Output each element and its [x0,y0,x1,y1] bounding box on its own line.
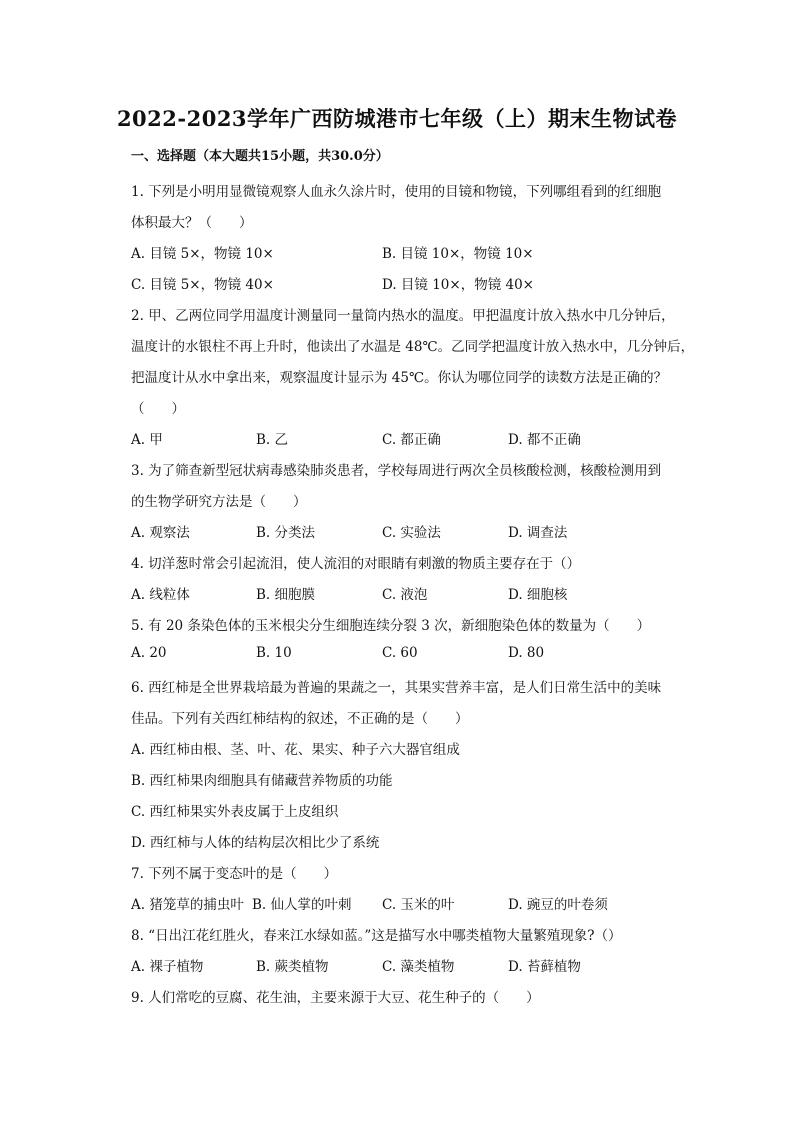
question-2-option-b: B. 乙 [256,432,289,448]
question-8-option-d: D. 苔藓植物 [508,959,581,975]
question-2-line-2: 温度计的水银柱不再上升时，他读出了水温是 48℃。乙同学把温度计放入热水中，几分钟后， [131,339,695,355]
question-5-option-d: D. 80 [508,645,545,661]
question-2-line-3: 把温度计从水中拿出来，观察温度计显示为 45℃。你认为哪位同学的读数方法是正确的？ [131,370,668,386]
question-3-option-d: D. 调查法 [508,525,568,541]
question-6-line-1: 6. 西红柿是全世界栽培最为普遍的果蔬之一，其果实营养丰富，是人们日常生活中的美味 [131,680,662,696]
question-8-option-b: B. 蕨类植物 [256,959,329,975]
page-title: 2022-2023学年广西防城港市七年级（上）期末生物试卷 [116,106,678,131]
question-1-line-2: 体积最大？（ ） [131,215,253,231]
question-4-line-1: 4. 切洋葱时常会引起流泪，使人流泪的对眼睛有刺激的物质主要存在于（） [131,556,581,572]
question-2-option-c: C. 都正确 [382,432,441,448]
question-6-option-c: C. 西红柿果实外表皮属于上皮组织 [131,804,339,820]
question-1-option-c: C. 目镜 5×，物镜 40× [131,277,274,293]
question-7-option-c: C. 玉米的叶 [382,897,455,913]
question-3-option-c: C. 实验法 [382,525,441,541]
question-7-option-a: A. 猪笼草的捕虫叶 [131,897,244,913]
question-4-option-b: B. 细胞膜 [256,587,316,603]
question-3-option-a: A. 观察法 [131,525,190,541]
question-5-option-b: B. 10 [256,645,292,661]
question-7-option-b: B. 仙人掌的叶刺 [252,897,352,913]
question-2-line-4: （ ） [131,401,185,417]
question-2-option-a: A. 甲 [131,432,163,448]
question-8-option-a: A. 裸子植物 [131,959,204,975]
question-7-option-d: D. 豌豆的叶卷须 [508,897,608,913]
question-1-option-a: A. 目镜 5×，物镜 10× [131,246,274,262]
question-2-line-1: 2. 甲、乙两位同学用温度计测量同一量筒内热水的温度。甲把温度计放入热水中几分钟后， [131,308,675,324]
question-2-option-d: D. 都不正确 [508,432,581,448]
question-1-option-d: D. 目镜 10×，物镜 40× [382,277,534,293]
question-5-option-c: C. 60 [382,645,418,661]
question-5-line-1: 5. 有 20 条染色体的玉米根尖分生细胞连续分裂 3 次，新细胞染色体的数量为（ ） [131,618,651,634]
question-5-option-a: A. 20 [131,645,167,661]
question-8-line-1: 8. “日出江花红胜火，春来江水绿如蓝。”这是描写水中哪类植物大量繁殖现象?（） [131,928,622,944]
question-6-option-a: A. 西红柿由根、茎、叶、花、果实、种子六大器官组成 [131,742,460,758]
question-6-option-b: B. 西红柿果肉细胞具有储藏营养物质的功能 [131,773,393,789]
question-9-line-1: 9. 人们常吃的豆腐、花生油，主要来源于大豆、花生种子的（ ） [131,990,540,1006]
question-7-line-1: 7. 下列不属于变态叶的是（ ） [131,866,338,882]
question-8-option-c: C. 藻类植物 [382,959,455,975]
question-6-option-d: D. 西红柿与人体的结构层次相比少了系统 [131,835,380,851]
question-1-option-b: B. 目镜 10×，物镜 10× [382,246,534,262]
question-3-line-1: 3. 为了筛查新型冠状病毒感染肺炎患者，学校每周进行两次全员核酸检测，核酸检测用到 [131,463,662,479]
question-4-option-d: D. 细胞核 [508,587,568,603]
question-4-option-a: A. 线粒体 [131,587,190,603]
question-6-line-2: 佳品。下列有关西红柿结构的叙述，不正确的是（ ） [131,711,469,727]
section-heading: 一、选择题（本大题共15小题，共30.0分） [131,149,389,164]
question-4-option-c: C. 液泡 [382,587,428,603]
question-1-line-1: 1. 下列是小明用显微镜观察人血永久涂片时，使用的目镜和物镜，下列哪组看到的红细胞 [131,184,662,200]
question-3-option-b: B. 分类法 [256,525,316,541]
question-3-line-2: 的生物学研究方法是（ ） [131,494,307,510]
